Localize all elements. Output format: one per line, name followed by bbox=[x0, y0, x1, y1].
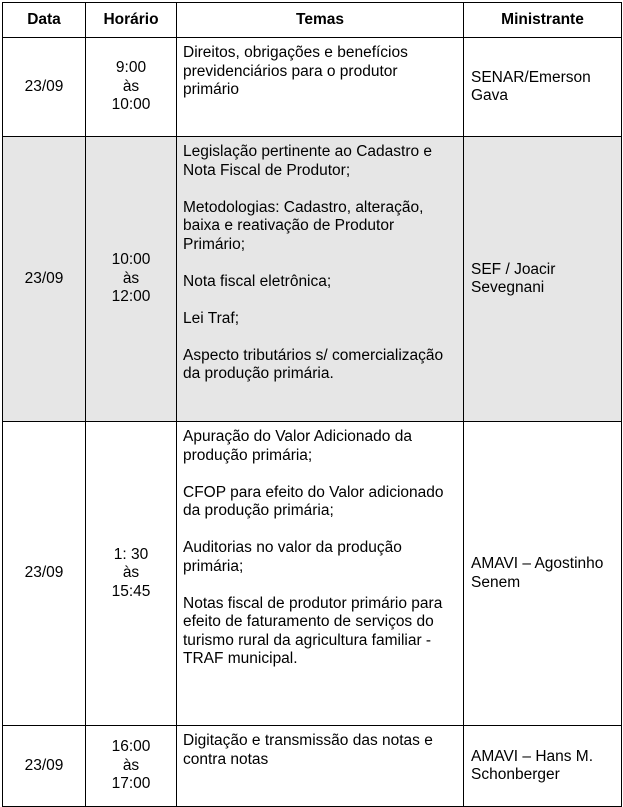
speaker-cell: SEF / Joacir Sevegnani bbox=[464, 137, 622, 422]
time-cell bbox=[86, 38, 177, 137]
topic-item: Aspecto tributários s/ comercialização da produção primária. bbox=[183, 346, 444, 382]
table-row bbox=[3, 38, 622, 137]
topic-cell bbox=[177, 726, 464, 807]
topic-item: Lei Traf; bbox=[183, 309, 239, 327]
time-start: 10:00 bbox=[111, 251, 151, 269]
topic-item: Auditorias no valor da produção primária; bbox=[183, 539, 402, 575]
time-cell bbox=[86, 422, 177, 726]
time-end: 15:45 bbox=[111, 582, 151, 600]
table-row bbox=[3, 726, 622, 807]
time-start: 1: 30 bbox=[113, 545, 149, 563]
table-row bbox=[3, 137, 622, 422]
header-ministrante: Ministrante bbox=[464, 3, 622, 38]
schedule-table bbox=[2, 2, 622, 807]
header-data: Data bbox=[3, 3, 86, 38]
topic-item: Direitos, obrigações e benefícios previdenciários para o produtor primário bbox=[183, 44, 408, 98]
time-cell bbox=[86, 137, 177, 422]
time-separator: às bbox=[122, 269, 140, 287]
time-start: 16:00 bbox=[111, 738, 151, 756]
topic-item: Legislação pertinente ao Cadastro e Nota Fiscal de Produtor; bbox=[183, 143, 433, 179]
header-horario: Horário bbox=[86, 3, 177, 38]
topic-cell bbox=[177, 38, 464, 137]
time-separator: às bbox=[122, 564, 140, 582]
date-cell: 23/09 bbox=[3, 726, 86, 807]
topic-cell bbox=[177, 137, 464, 422]
time-cell bbox=[86, 726, 177, 807]
topic-item: Notas fiscal de produtor primário para efeito de faturamento de serviços do turismo rural da agricultura familiar - TRAF municipal. bbox=[183, 594, 443, 667]
date-cell: 23/09 bbox=[3, 137, 86, 422]
time-separator: às bbox=[122, 756, 140, 774]
time-end: 10:00 bbox=[111, 96, 151, 114]
table-row bbox=[3, 422, 622, 726]
time-end: 12:00 bbox=[111, 288, 151, 306]
time-separator: às bbox=[122, 77, 140, 95]
time-end: 17:00 bbox=[111, 775, 151, 793]
header-temas: Temas bbox=[177, 3, 464, 38]
header-row bbox=[3, 3, 622, 38]
topic-cell bbox=[177, 422, 464, 726]
speaker-cell: AMAVI – Agostinho Senem bbox=[464, 422, 622, 726]
topic-item: CFOP para efeito do Valor adicionado da produção primária; bbox=[183, 483, 444, 519]
topic-item: Apuração do Valor Adicionado da produção primária; bbox=[183, 428, 412, 464]
topic-item: Digitação e transmissão das notas e contra notas bbox=[183, 732, 433, 768]
speaker-cell: SENAR/Emerson Gava bbox=[464, 38, 622, 137]
date-cell: 23/09 bbox=[3, 422, 86, 726]
topic-item: Metodologias: Cadastro, alteração, baixa e reativação de Produtor Primário; bbox=[183, 198, 424, 253]
speaker-cell: AMAVI – Hans M. Schonberger bbox=[464, 726, 622, 807]
date-cell: 23/09 bbox=[3, 38, 86, 137]
time-start: 9:00 bbox=[115, 59, 147, 77]
topic-item: Nota fiscal eletrônica; bbox=[183, 272, 332, 290]
